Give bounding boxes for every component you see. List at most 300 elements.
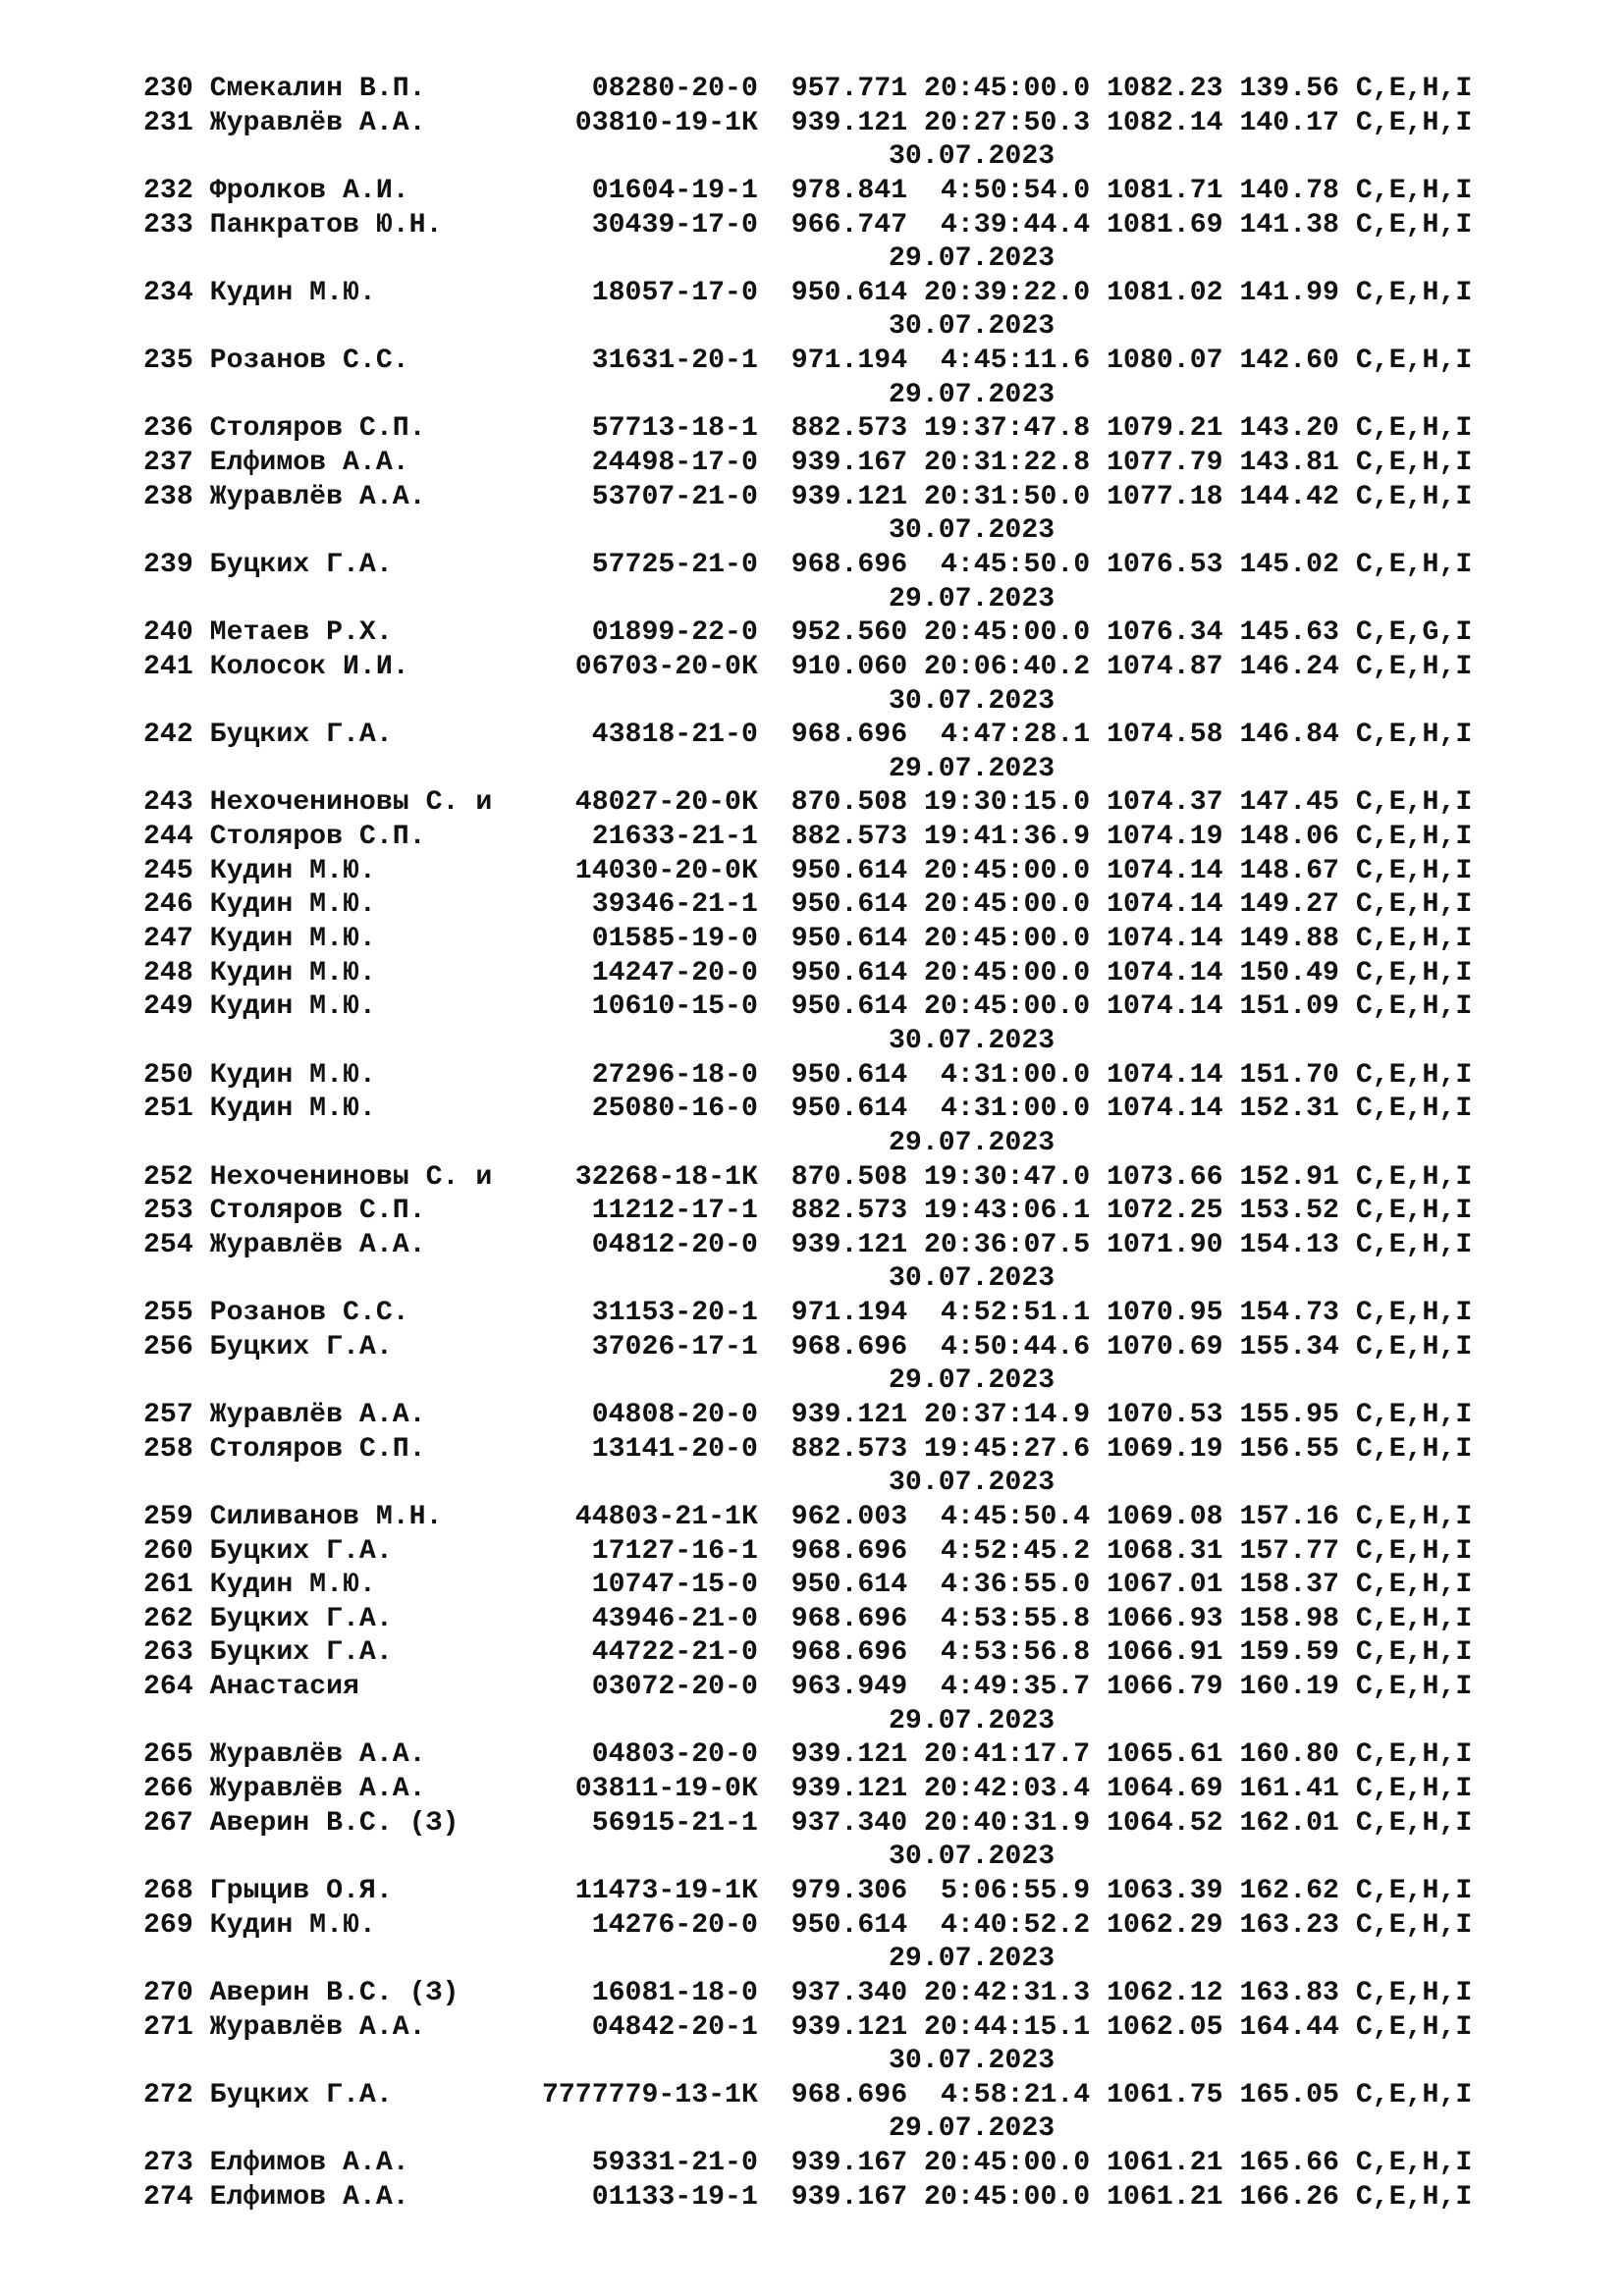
date-text: 30.07.2023 — [889, 2046, 1056, 2077]
distance: 968.696 — [790, 2079, 925, 2110]
category-codes: C,E,H,I — [1355, 481, 1473, 512]
ring-number: 04842-20-1 — [525, 2011, 791, 2043]
distance: 952.560 — [790, 617, 925, 649]
speed-value: 1067.01 — [1107, 1570, 1240, 1601]
speed-value: 1070.53 — [1107, 1399, 1240, 1430]
place-number: 236 — [143, 413, 210, 445]
distance: 968.696 — [790, 720, 925, 751]
result-row — [143, 1297, 1472, 1331]
speed-value: 1077.18 — [1107, 481, 1240, 512]
distance: 950.614 — [790, 1570, 925, 1601]
speed-value: 1061.75 — [1107, 2079, 1240, 2110]
coefficient: 143.81 — [1239, 448, 1356, 479]
speed-value: 1074.14 — [1107, 889, 1240, 921]
place-number: 246 — [143, 889, 210, 921]
arrival-time: 4:45:50.4 — [924, 1501, 1108, 1532]
category-codes: C,E,H,I — [1355, 1774, 1473, 1805]
coefficient: 155.34 — [1239, 1331, 1356, 1362]
fancier-name: Журавлёв А.А. — [209, 107, 526, 138]
arrival-time: 4:31:00.0 — [924, 1094, 1108, 1125]
place-number: 266 — [143, 1774, 210, 1805]
coefficient: 139.56 — [1239, 74, 1356, 104]
coefficient: 141.38 — [1239, 209, 1356, 240]
coefficient: 147.45 — [1239, 787, 1356, 819]
coefficient: 163.23 — [1239, 1909, 1356, 1941]
coefficient: 152.31 — [1239, 1094, 1356, 1125]
fancier-name: Кудин М.Ю. — [209, 889, 526, 921]
category-codes: C,E,H,I — [1355, 2181, 1473, 2213]
category-codes: C,E,H,I — [1355, 855, 1473, 886]
coefficient: 151.70 — [1239, 1059, 1356, 1091]
result-row — [143, 1671, 1472, 1705]
result-row — [143, 1501, 1472, 1535]
arrival-time: 20:44:15.1 — [924, 2011, 1108, 2043]
arrival-time: 20:36:07.5 — [924, 1229, 1108, 1260]
place-number: 233 — [143, 209, 210, 240]
coefficient: 148.06 — [1239, 822, 1356, 853]
date-separator — [143, 2112, 1472, 2147]
speed-value: 1066.91 — [1107, 1637, 1240, 1669]
date-separator — [143, 1467, 1472, 1501]
distance: 968.696 — [790, 1637, 925, 1669]
category-codes: C,E,H,I — [1355, 1331, 1473, 1362]
arrival-time: 4:53:55.8 — [924, 1603, 1108, 1634]
place-number: 273 — [143, 2148, 210, 2179]
speed-value: 1072.25 — [1107, 1196, 1240, 1227]
fancier-name: Кудин М.Ю. — [209, 991, 526, 1023]
ring-number: 57713-18-1 — [525, 413, 791, 445]
place-number: 254 — [143, 1229, 210, 1260]
distance: 968.696 — [790, 1603, 925, 1634]
ring-number: 08280-20-0 — [525, 74, 791, 104]
category-codes: C,E,H,I — [1355, 74, 1473, 104]
place-number: 249 — [143, 991, 210, 1023]
speed-value: 1071.90 — [1107, 1229, 1240, 1260]
place-number: 261 — [143, 1570, 210, 1601]
coefficient: 153.52 — [1239, 1196, 1356, 1227]
fancier-name: Анастасия — [209, 1672, 526, 1703]
category-codes: C,E,H,I — [1355, 1433, 1473, 1465]
date-text: 29.07.2023 — [889, 2113, 1056, 2145]
category-codes: C,E,H,I — [1355, 924, 1473, 955]
ring-number: 14247-20-0 — [525, 957, 791, 988]
fancier-name: Буцких Г.А. — [209, 1637, 526, 1669]
fancier-name: Журавлёв А.А. — [209, 1399, 526, 1430]
date-separator — [143, 685, 1472, 720]
place-number: 271 — [143, 2011, 210, 2043]
arrival-time: 20:31:22.8 — [924, 448, 1108, 479]
place-number: 255 — [143, 1298, 210, 1329]
arrival-time: 4:45:50.0 — [924, 549, 1108, 580]
category-codes: C,E,H,I — [1355, 787, 1473, 819]
ring-number: 44722-21-0 — [525, 1637, 791, 1669]
ring-number: 32268-18-1К — [525, 1161, 791, 1193]
distance: 939.121 — [790, 2011, 925, 2043]
place-number: 263 — [143, 1637, 210, 1669]
speed-value: 1076.34 — [1107, 617, 1240, 649]
result-row — [143, 107, 1472, 141]
arrival-time: 4:50:54.0 — [924, 175, 1108, 206]
result-row — [143, 447, 1472, 481]
coefficient: 162.62 — [1239, 1875, 1356, 1906]
distance: 939.121 — [790, 1739, 925, 1771]
fancier-name: Аверин В.С. (З) — [209, 1977, 526, 2008]
result-row — [143, 821, 1472, 855]
arrival-time: 19:37:47.8 — [924, 413, 1108, 445]
result-row — [143, 719, 1472, 753]
date-text: 29.07.2023 — [889, 1127, 1056, 1158]
category-codes: C,E,H,I — [1355, 991, 1473, 1023]
place-number: 235 — [143, 346, 210, 377]
distance: 950.614 — [790, 1909, 925, 1941]
distance: 950.614 — [790, 991, 925, 1023]
speed-value: 1081.71 — [1107, 175, 1240, 206]
ring-number: 7777779-13-1К — [525, 2079, 791, 2110]
distance: 968.696 — [790, 1331, 925, 1362]
speed-value: 1082.23 — [1107, 74, 1240, 104]
speed-value: 1074.87 — [1107, 651, 1240, 682]
fancier-name: Журавлёв А.А. — [209, 1229, 526, 1260]
place-number: 260 — [143, 1535, 210, 1567]
coefficient: 141.99 — [1239, 277, 1356, 308]
ring-number: 30439-17-0 — [525, 209, 791, 240]
arrival-time: 20:45:00.0 — [924, 991, 1108, 1023]
speed-value: 1081.02 — [1107, 277, 1240, 308]
speed-value: 1066.79 — [1107, 1672, 1240, 1703]
distance: 950.614 — [790, 924, 925, 955]
place-number: 231 — [143, 107, 210, 138]
result-row — [143, 888, 1472, 923]
speed-value: 1076.53 — [1107, 549, 1240, 580]
arrival-time: 4:31:00.0 — [924, 1059, 1108, 1091]
fancier-name: Кудин М.Ю. — [209, 924, 526, 955]
date-separator — [143, 753, 1472, 787]
fancier-name: Журавлёв А.А. — [209, 1774, 526, 1805]
category-codes: C,E,H,I — [1355, 346, 1473, 377]
speed-value: 1074.37 — [1107, 787, 1240, 819]
date-text: 29.07.2023 — [889, 1365, 1056, 1397]
result-row — [143, 957, 1472, 991]
arrival-time: 4:40:52.2 — [924, 1909, 1108, 1941]
ring-number: 10610-15-0 — [525, 991, 791, 1023]
coefficient: 149.88 — [1239, 924, 1356, 955]
fancier-name: Кудин М.Ю. — [209, 957, 526, 988]
date-separator — [143, 2045, 1472, 2079]
ring-number: 04812-20-0 — [525, 1229, 791, 1260]
category-codes: C,E,H,I — [1355, 209, 1473, 240]
category-codes: C,E,H,I — [1355, 277, 1473, 308]
ring-number: 03810-19-1К — [525, 107, 791, 138]
category-codes: C,E,H,I — [1355, 1807, 1473, 1839]
fancier-name: Журавлёв А.А. — [209, 2011, 526, 2043]
distance: 939.121 — [790, 1229, 925, 1260]
distance: 971.194 — [790, 346, 925, 377]
coefficient: 150.49 — [1239, 957, 1356, 988]
distance: 937.340 — [790, 1807, 925, 1839]
arrival-time: 20:45:00.0 — [924, 855, 1108, 886]
fancier-name: Фролков А.И. — [209, 175, 526, 206]
coefficient: 160.19 — [1239, 1672, 1356, 1703]
speed-value: 1063.39 — [1107, 1875, 1240, 1906]
date-text: 30.07.2023 — [889, 311, 1056, 343]
date-text: 29.07.2023 — [889, 1705, 1056, 1736]
ring-number: 18057-17-0 — [525, 277, 791, 308]
coefficient: 142.60 — [1239, 346, 1356, 377]
speed-value: 1062.05 — [1107, 2011, 1240, 2043]
place-number: 241 — [143, 651, 210, 682]
coefficient: 164.44 — [1239, 2011, 1356, 2043]
place-number: 259 — [143, 1501, 210, 1532]
ring-number: 03811-19-0К — [525, 1774, 791, 1805]
speed-value: 1079.21 — [1107, 413, 1240, 445]
result-row — [143, 1093, 1472, 1127]
date-separator — [143, 310, 1472, 345]
arrival-time: 20:27:50.3 — [924, 107, 1108, 138]
ring-number: 11473-19-1К — [525, 1875, 791, 1906]
result-row — [143, 1161, 1472, 1196]
coefficient: 151.09 — [1239, 991, 1356, 1023]
distance: 870.508 — [790, 787, 925, 819]
arrival-time: 19:30:47.0 — [924, 1161, 1108, 1193]
speed-value: 1070.69 — [1107, 1331, 1240, 1362]
ring-number: 06703-20-0К — [525, 651, 791, 682]
coefficient: 159.59 — [1239, 1637, 1356, 1669]
category-codes: C,E,H,I — [1355, 2148, 1473, 2179]
place-number: 243 — [143, 787, 210, 819]
ring-number: 53707-21-0 — [525, 481, 791, 512]
fancier-name: Силиванов М.Н. — [209, 1501, 526, 1532]
category-codes: C,E,H,I — [1355, 1161, 1473, 1193]
category-codes: C,E,H,I — [1355, 957, 1473, 988]
fancier-name: Метаев Р.Х. — [209, 617, 526, 649]
fancier-name: Столяров С.П. — [209, 822, 526, 853]
fancier-name: Нехочениновы С. и — [209, 1161, 526, 1193]
category-codes: C,E,H,I — [1355, 1977, 1473, 2008]
speed-value: 1074.14 — [1107, 855, 1240, 886]
arrival-time: 4:36:55.0 — [924, 1570, 1108, 1601]
place-number: 245 — [143, 855, 210, 886]
distance: 950.614 — [790, 889, 925, 921]
speed-value: 1061.21 — [1107, 2148, 1240, 2179]
place-number: 242 — [143, 720, 210, 751]
distance: 939.121 — [790, 481, 925, 512]
arrival-time: 19:45:27.6 — [924, 1433, 1108, 1465]
arrival-time: 20:42:31.3 — [924, 1977, 1108, 2008]
category-codes: C,E,H,I — [1355, 1570, 1473, 1601]
date-separator — [143, 1943, 1472, 1977]
arrival-time: 20:42:03.4 — [924, 1774, 1108, 1805]
ring-number: 48027-20-0К — [525, 787, 791, 819]
result-row — [143, 277, 1472, 311]
fancier-name: Елфимов А.А. — [209, 2181, 526, 2213]
distance: 950.614 — [790, 1059, 925, 1091]
ring-number: 04803-20-0 — [525, 1739, 791, 1771]
result-row — [143, 1433, 1472, 1468]
arrival-time: 4:50:44.6 — [924, 1331, 1108, 1362]
result-row — [143, 855, 1472, 889]
result-row — [143, 1738, 1472, 1773]
date-text: 29.07.2023 — [889, 583, 1056, 614]
category-codes: C,E,H,I — [1355, 822, 1473, 853]
speed-value: 1074.14 — [1107, 1094, 1240, 1125]
fancier-name: Буцких Г.А. — [209, 549, 526, 580]
speed-value: 1070.95 — [1107, 1298, 1240, 1329]
ring-number: 01604-19-1 — [525, 175, 791, 206]
speed-value: 1077.79 — [1107, 448, 1240, 479]
fancier-name: Буцких Г.А. — [209, 1603, 526, 1634]
place-number: 252 — [143, 1161, 210, 1193]
arrival-time: 20:31:50.0 — [924, 481, 1108, 512]
result-row — [143, 175, 1472, 209]
category-codes: C,E,H,I — [1355, 1875, 1473, 1906]
arrival-time: 19:30:15.0 — [924, 787, 1108, 819]
category-codes: C,E,H,I — [1355, 1399, 1473, 1430]
distance: 957.771 — [790, 74, 925, 104]
distance: 950.614 — [790, 1094, 925, 1125]
fancier-name: Кудин М.Ю. — [209, 1094, 526, 1125]
category-codes: C,E,G,I — [1355, 617, 1473, 649]
ring-number: 17127-16-1 — [525, 1535, 791, 1567]
distance: 962.003 — [790, 1501, 925, 1532]
result-row — [143, 73, 1472, 107]
speed-value: 1074.14 — [1107, 924, 1240, 955]
fancier-name: Кудин М.Ю. — [209, 1570, 526, 1601]
coefficient: 157.16 — [1239, 1501, 1356, 1532]
result-row — [143, 481, 1472, 515]
arrival-time: 19:43:06.1 — [924, 1196, 1108, 1227]
ring-number: 59331-21-0 — [525, 2148, 791, 2179]
coefficient: 158.37 — [1239, 1570, 1356, 1601]
fancier-name: Розанов С.С. — [209, 1298, 526, 1329]
arrival-time: 4:45:11.6 — [924, 346, 1108, 377]
distance: 968.696 — [790, 549, 925, 580]
ring-number: 25080-16-0 — [525, 1094, 791, 1125]
coefficient: 146.24 — [1239, 651, 1356, 682]
fancier-name: Буцких Г.А. — [209, 720, 526, 751]
speed-value: 1069.19 — [1107, 1433, 1240, 1465]
arrival-time: 20:45:00.0 — [924, 2148, 1108, 2179]
arrival-time: 5:06:55.9 — [924, 1875, 1108, 1906]
coefficient: 144.42 — [1239, 481, 1356, 512]
distance: 882.573 — [790, 413, 925, 445]
place-number: 232 — [143, 175, 210, 206]
result-row — [143, 1059, 1472, 1094]
distance: 963.949 — [790, 1672, 925, 1703]
place-number: 248 — [143, 957, 210, 988]
ring-number: 39346-21-1 — [525, 889, 791, 921]
ring-number: 27296-18-0 — [525, 1059, 791, 1091]
result-row — [143, 2181, 1472, 2216]
speed-value: 1062.29 — [1107, 1909, 1240, 1941]
coefficient: 163.83 — [1239, 1977, 1356, 2008]
ring-number: 03072-20-0 — [525, 1672, 791, 1703]
place-number: 239 — [143, 549, 210, 580]
place-number: 251 — [143, 1094, 210, 1125]
distance: 937.340 — [790, 1977, 925, 2008]
distance: 950.614 — [790, 957, 925, 988]
place-number: 256 — [143, 1331, 210, 1362]
distance: 882.573 — [790, 1196, 925, 1227]
result-row — [143, 2079, 1472, 2113]
coefficient: 160.80 — [1239, 1739, 1356, 1771]
fancier-name: Елфимов А.А. — [209, 448, 526, 479]
result-row — [143, 1875, 1472, 1909]
fancier-name: Колосок И.И. — [209, 651, 526, 682]
date-text: 30.07.2023 — [889, 685, 1056, 717]
coefficient: 165.05 — [1239, 2079, 1356, 2110]
results-listing — [143, 73, 1472, 2215]
category-codes: C,E,H,I — [1355, 1229, 1473, 1260]
distance: 971.194 — [790, 1298, 925, 1329]
ring-number: 14030-20-0К — [525, 855, 791, 886]
coefficient: 165.66 — [1239, 2148, 1356, 2179]
date-separator — [143, 514, 1472, 549]
arrival-time: 20:41:17.7 — [924, 1739, 1108, 1771]
place-number: 238 — [143, 481, 210, 512]
speed-value: 1062.12 — [1107, 1977, 1240, 2008]
coefficient: 140.17 — [1239, 107, 1356, 138]
place-number: 265 — [143, 1739, 210, 1771]
distance: 939.121 — [790, 1399, 925, 1430]
speed-value: 1074.14 — [1107, 1059, 1240, 1091]
place-number: 264 — [143, 1672, 210, 1703]
category-codes: C,E,H,I — [1355, 1094, 1473, 1125]
ring-number: 04808-20-0 — [525, 1399, 791, 1430]
date-text: 30.07.2023 — [889, 515, 1056, 547]
result-row — [143, 990, 1472, 1025]
fancier-name: Розанов С.С. — [209, 346, 526, 377]
category-codes: C,E,H,I — [1355, 1672, 1473, 1703]
arrival-time: 20:45:00.0 — [924, 74, 1108, 104]
category-codes: C,E,H,I — [1355, 175, 1473, 206]
fancier-name: Столяров С.П. — [209, 1196, 526, 1227]
fancier-name: Панкратов Ю.Н. — [209, 209, 526, 240]
place-number: 234 — [143, 277, 210, 308]
speed-value: 1065.61 — [1107, 1739, 1240, 1771]
arrival-time: 20:45:00.0 — [924, 889, 1108, 921]
result-row — [143, 1535, 1472, 1570]
date-text: 29.07.2023 — [889, 379, 1056, 410]
date-text: 30.07.2023 — [889, 1842, 1056, 1873]
place-number: 262 — [143, 1603, 210, 1634]
result-row — [143, 549, 1472, 583]
result-row — [143, 651, 1472, 685]
distance: 979.306 — [790, 1875, 925, 1906]
ring-number: 37026-17-1 — [525, 1331, 791, 1362]
place-number: 267 — [143, 1807, 210, 1839]
arrival-time: 20:45:00.0 — [924, 957, 1108, 988]
fancier-name: Кудин М.Ю. — [209, 855, 526, 886]
coefficient: 162.01 — [1239, 1807, 1356, 1839]
category-codes: C,E,H,I — [1355, 1298, 1473, 1329]
date-separator — [143, 1262, 1472, 1297]
coefficient: 154.73 — [1239, 1298, 1356, 1329]
place-number: 247 — [143, 924, 210, 955]
speed-value: 1066.93 — [1107, 1603, 1240, 1634]
date-separator — [143, 1705, 1472, 1739]
result-row — [143, 1569, 1472, 1603]
place-number: 274 — [143, 2181, 210, 2213]
category-codes: C,E,H,I — [1355, 1739, 1473, 1771]
fancier-name: Столяров С.П. — [209, 413, 526, 445]
distance: 882.573 — [790, 822, 925, 853]
ring-number: 11212-17-1 — [525, 1196, 791, 1227]
date-separator — [143, 1127, 1472, 1161]
date-separator — [143, 1025, 1472, 1059]
result-row — [143, 2011, 1472, 2046]
fancier-name: Кудин М.Ю. — [209, 1909, 526, 1941]
ring-number: 21633-21-1 — [525, 822, 791, 853]
